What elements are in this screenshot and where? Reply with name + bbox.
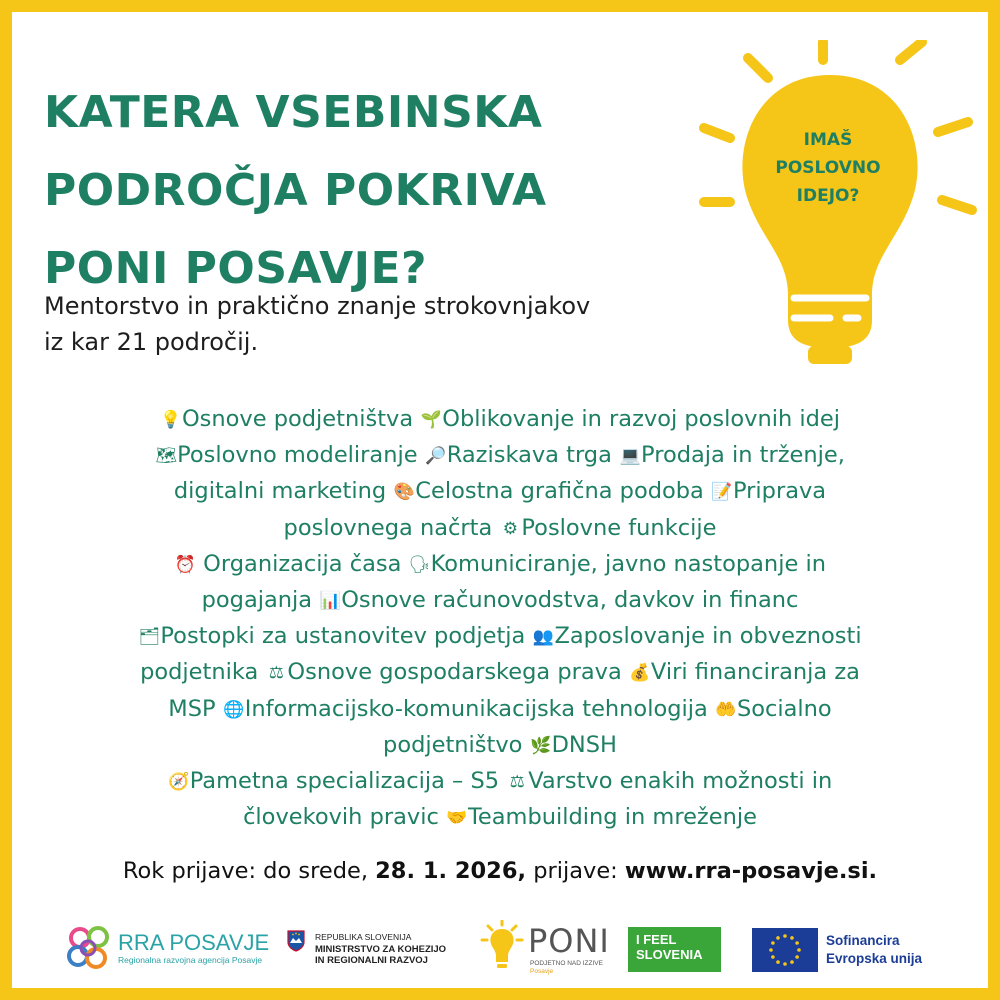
topic-line (40, 692, 960, 728)
bulb-line-2: POSLOVNO (775, 158, 881, 178)
poni-bulb-icon (480, 920, 524, 974)
topic-text: Poslovne funkcije (521, 514, 717, 541)
topic-text: Informacijsko-komunikacijska tehnologija (244, 695, 715, 722)
topic-text: Pametna specializacija – S5 (189, 768, 507, 795)
topic-icon: ⚙ (502, 518, 519, 539)
topic-text: poslovnega načrta (283, 514, 500, 541)
topic-list (40, 402, 960, 836)
topic-text: Socialno (736, 695, 832, 722)
topic-icon: ⚖ (268, 663, 285, 684)
intro-line-2: iz kar 21 področij. (44, 328, 259, 356)
page-title (44, 74, 704, 308)
title-line-2: PODROČJA POKRIVA (44, 165, 547, 216)
topic-line (40, 655, 960, 691)
topic-icon: 🤲 (715, 699, 737, 720)
poni-name: PONI (528, 922, 610, 960)
deadline-date: 28. 1. 2026, (375, 858, 527, 884)
topic-text: Poslovno modeliranje (177, 442, 425, 469)
intro-text (44, 288, 704, 360)
topic-text: Osnove gospodarskega prava (287, 659, 629, 686)
bulb-body (742, 75, 917, 348)
topic-line (40, 728, 960, 764)
topic-text: Osnove računovodstva, davkov in financ (341, 587, 799, 614)
rra-knot-icon (66, 924, 114, 974)
topic-icon: 💰 (629, 663, 651, 684)
topic-icon: 🌿 (530, 735, 552, 756)
topic-icon: 🤝 (446, 808, 468, 829)
topic-line (40, 619, 960, 655)
topic-text: Komuniciranje, javno nastopanje in (430, 550, 826, 577)
ministry-line-1: REPUBLIKA SLOVENIJA (315, 932, 412, 942)
slovenia-coat-of-arms (287, 930, 305, 952)
topic-text: Varstvo enakih možnosti in (528, 768, 833, 795)
topic-icon: 🌱 (420, 410, 442, 430)
eu-cofinancing-text (826, 932, 922, 968)
partner-logos (0, 920, 1000, 980)
topic-line (40, 402, 960, 438)
topic-icon: 👥 (532, 627, 555, 648)
poni-region: Posavje (530, 968, 554, 975)
topic-icon: 📝 (711, 482, 733, 503)
topic-text: MSP (168, 695, 223, 722)
topic-line (40, 800, 960, 836)
poni-subtitle: PODJETNO NAD IZZIVE (530, 960, 603, 967)
bulb-caption (748, 126, 908, 210)
topic-text: Oblikovanje in razvoj poslovnih idej (442, 406, 841, 432)
i-feel-slovenia-logo (628, 927, 721, 972)
eu-line-2: Evropska unija (826, 951, 923, 966)
intro-line-1: Mentorstvo in praktično znanje strokovnjakov (44, 292, 591, 320)
bulb-line-3: IDEJO? (796, 186, 860, 206)
topic-text: DNSH (551, 731, 617, 758)
topic-text: Postopki za ustanovitev podjetja (160, 623, 533, 650)
eu-flag (752, 928, 818, 972)
topic-text: Zaposlovanje in obveznosti (554, 623, 862, 650)
eu-stars-icon (752, 928, 818, 972)
deadline-text (0, 858, 1000, 884)
topic-text: digitalni marketing (173, 478, 394, 505)
ministry-line-2: MINISTRSTVO ZA KOHEZIJO (315, 943, 447, 955)
topic-text: Osnove podjetništva (181, 406, 421, 432)
deadline-url: www.rra-posavje.si. (624, 858, 878, 884)
topic-icon: 🗺 (155, 446, 177, 467)
topic-line (40, 511, 960, 547)
eu-line-1: Sofinancira (826, 933, 900, 948)
deadline-prefix: Rok prijave: do srede, (122, 858, 376, 884)
rra-subtitle: Regionalna razvojna agencija Posavje (118, 955, 263, 965)
topic-line (40, 547, 960, 583)
rra-name: RRA POSAVJE (118, 930, 270, 955)
topic-text: človekovih pravic (243, 804, 446, 831)
topic-icon: 💻 (619, 446, 641, 467)
topic-line (40, 438, 960, 474)
title-line-3: PONI POSAVJE? (44, 243, 428, 294)
coat-of-arms-icon (287, 930, 305, 952)
topic-icon: 🗣 (408, 554, 431, 575)
topic-icon: ⚖ (509, 772, 525, 793)
topic-text: Priprava (732, 478, 827, 505)
topic-icon: 🎨 (393, 482, 415, 503)
rra-posavje-logo (66, 920, 276, 976)
ministry-line-3: IN REGIONALNI RAZVOJ (315, 955, 428, 966)
lightbulb-icon (690, 40, 990, 380)
topic-icon: ⏰ (174, 554, 196, 575)
topic-text: podjetništvo (383, 731, 530, 758)
deadline-middle: prijave: (526, 858, 625, 884)
title-line-1: KATERA VSEBINSKA (44, 87, 543, 138)
topic-text: Prodaja in trženje, (641, 442, 845, 469)
topic-text: Celostna grafična podoba (415, 478, 711, 505)
topic-text: Raziskava trga (446, 442, 620, 469)
bulb-line-1: IMAŠ (803, 130, 853, 150)
topic-icon: 🔎 (425, 446, 447, 467)
topic-text: pogajanja (201, 587, 320, 614)
ifeel-line-2: SLOVENIA (636, 947, 703, 962)
topic-text: Teambuilding in mreženje (468, 804, 757, 831)
topic-line (40, 474, 960, 510)
ministry-logo (315, 932, 446, 967)
topic-icon: 🗂 (138, 627, 161, 648)
topic-icon: 📊 (319, 591, 341, 612)
topic-text: Organizacija časa (196, 550, 409, 577)
topic-text: Viri financiranja za (650, 659, 860, 686)
poni-logo (480, 920, 610, 980)
topic-icon: 💡 (160, 410, 182, 430)
topic-icon: 🌐 (223, 699, 245, 720)
topic-icon: 🧭 (168, 772, 190, 793)
topic-line (40, 583, 960, 619)
topic-line (40, 764, 960, 800)
ifeel-line-1: I FEEL (636, 932, 677, 947)
topic-text: podjetnika (140, 659, 266, 686)
